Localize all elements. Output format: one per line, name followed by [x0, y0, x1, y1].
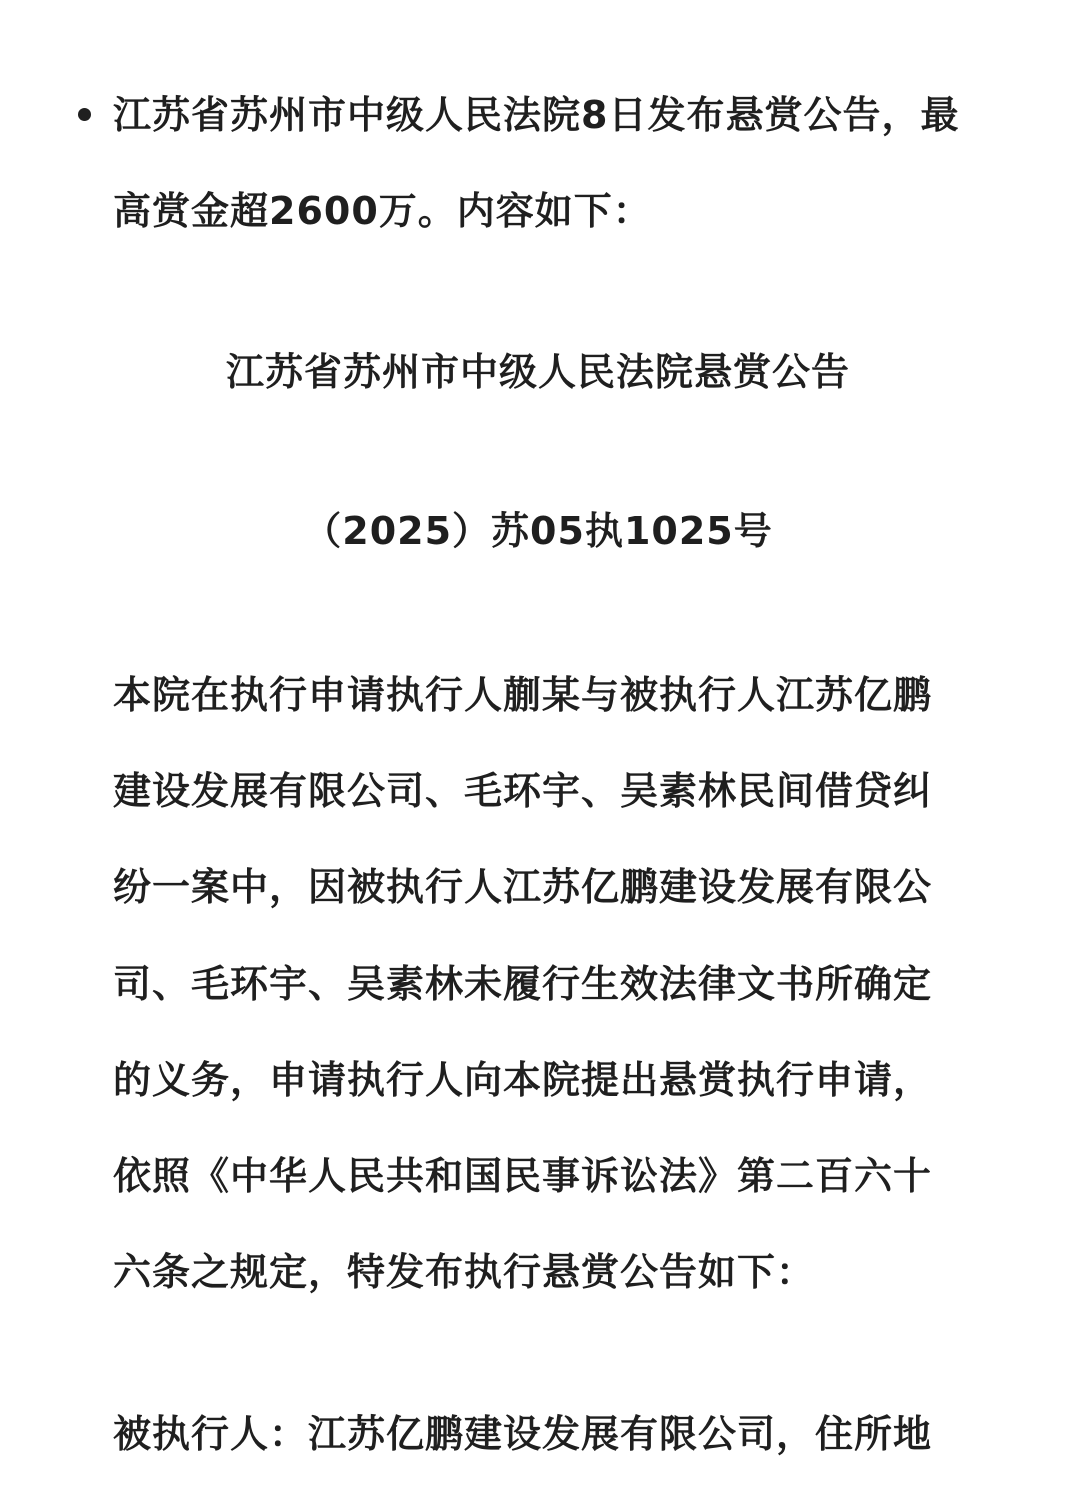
paragraph-line-2: 建设发展有限公司、毛环宇、吴素林民间借贷纠	[113, 769, 933, 813]
intro-line-2: 高赏金超2600万。内容如下：	[113, 189, 652, 233]
notice-title: 江苏省苏州市中级人民法院悬赏公告	[225, 350, 850, 394]
paragraph-line-5: 的义务，申请执行人向本院提出悬赏执行申请，	[113, 1058, 933, 1102]
paragraph-line-4: 司、毛环宇、吴素林未履行生效法律文书所确定	[113, 962, 933, 1006]
paragraph-line-3: 纷一案中，因被执行人江苏亿鹏建设发展有限公	[113, 865, 933, 909]
paragraph-line-7: 六条之规定，特发布执行悬赏公告如下：	[113, 1250, 816, 1294]
paragraph-line-6: 依照《中华人民共和国民事诉讼法》第二百六十	[113, 1154, 933, 1198]
case-number: （2025）苏05执1025号	[303, 509, 773, 553]
paragraph-line-1: 本院在执行申请执行人蒯某与被执行人江苏亿鹏	[113, 673, 933, 717]
respondent-line: 被执行人：江苏亿鹏建设发展有限公司，住所地	[113, 1412, 933, 1456]
bullet-dot-icon	[78, 108, 91, 121]
intro-line-1: 江苏省苏州市中级人民法院8日发布悬赏公告，最	[113, 93, 960, 137]
